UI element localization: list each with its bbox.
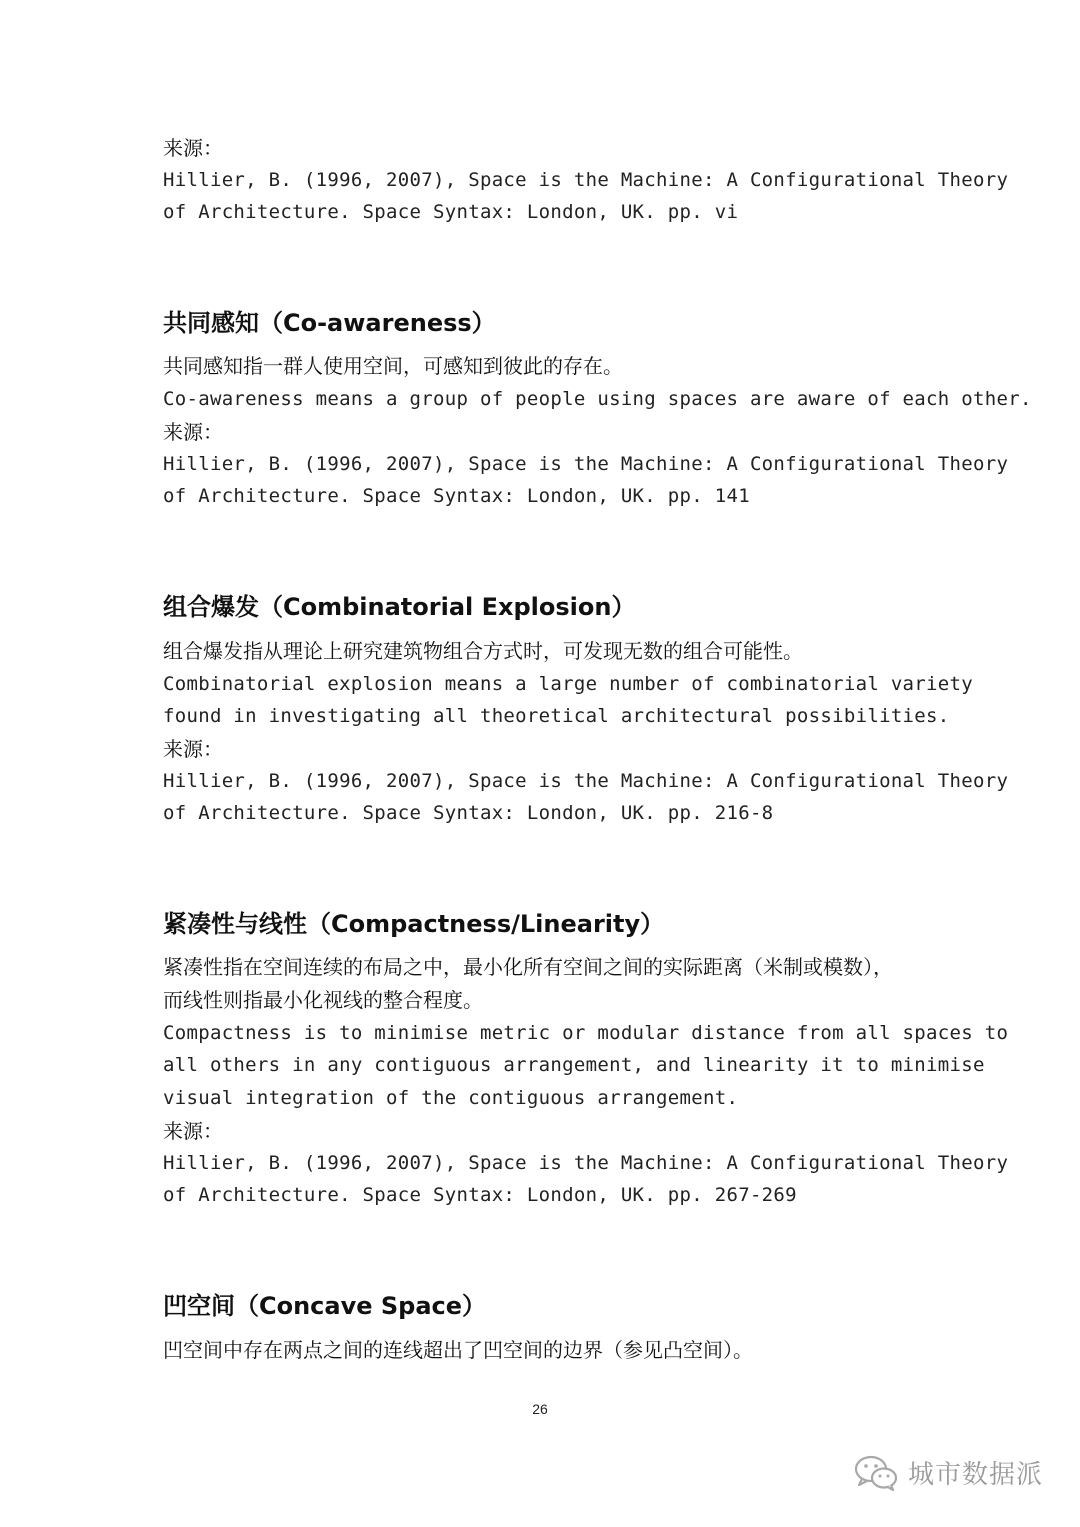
definition-cn: 共同感知指一群人使用空间，可感知到彼此的存在。 xyxy=(163,354,623,378)
definition-en: found in investigating all theoretical architectural possibilities. xyxy=(163,705,950,727)
term-heading: 共同感知（Co-awareness） xyxy=(163,309,496,337)
definition-en: Compactness is to minimise metric or modular distance from all spaces to xyxy=(163,1022,1009,1044)
definition-cn: 凹空间中存在两点之间的连线超出了凹空间的边界（参见凸空间）。 xyxy=(163,1338,753,1362)
term-heading: 组合爆发（Combinatorial Explosion） xyxy=(163,593,636,621)
citation-line: of Architecture. Space Syntax: London, UK. pp. 216-8 xyxy=(163,802,774,824)
citation-line: Hillier, B. (1996, 2007), Space is the Machine: A Configurational Theory xyxy=(163,169,1009,191)
term-heading: 紧凑性与线性（Compactness/Linearity） xyxy=(163,910,665,938)
definition-en: Combinatorial explosion means a large number of combinatorial variety xyxy=(163,673,973,695)
wechat-icon xyxy=(852,1452,900,1492)
term-heading: 凹空间（Concave Space） xyxy=(163,1292,487,1320)
watermark xyxy=(852,1452,1043,1492)
definition-en: visual integration of the contiguous arrangement. xyxy=(163,1087,739,1109)
source-label: 来源： xyxy=(163,1119,223,1143)
citation-line: Hillier, B. (1996, 2007), Space is the Machine: A Configurational Theory xyxy=(163,770,1009,792)
definition-cn: 组合爆发指从理论上研究建筑物组合方式时，可发现无数的组合可能性。 xyxy=(163,639,803,663)
watermark-text: 城市数据派 xyxy=(908,1459,1044,1490)
source-label: 来源： xyxy=(163,136,223,160)
citation-line: Hillier, B. (1996, 2007), Space is the Machine: A Configurational Theory xyxy=(163,453,1009,475)
citation-line: of Architecture. Space Syntax: London, UK. pp. 267-269 xyxy=(163,1184,797,1206)
citation-line: Hillier, B. (1996, 2007), Space is the Machine: A Configurational Theory xyxy=(163,1152,1009,1174)
definition-cn: 而线性则指最小化视线的整合程度。 xyxy=(163,988,483,1012)
citation-line: of Architecture. Space Syntax: London, UK. pp. vi xyxy=(163,201,739,223)
page-number: 26 xyxy=(532,1401,548,1417)
source-label: 来源： xyxy=(163,420,223,444)
source-label: 来源： xyxy=(163,737,223,761)
definition-cn: 紧凑性指在空间连续的布局之中，最小化所有空间之间的实际距离（米制或模数）， xyxy=(163,955,893,979)
definition-en: Co-awareness means a group of people using spaces are aware of each other. xyxy=(163,388,1032,410)
definition-en: all others in any contiguous arrangement, and linearity it to minimise xyxy=(163,1054,985,1076)
citation-line: of Architecture. Space Syntax: London, UK. pp. 141 xyxy=(163,485,750,507)
